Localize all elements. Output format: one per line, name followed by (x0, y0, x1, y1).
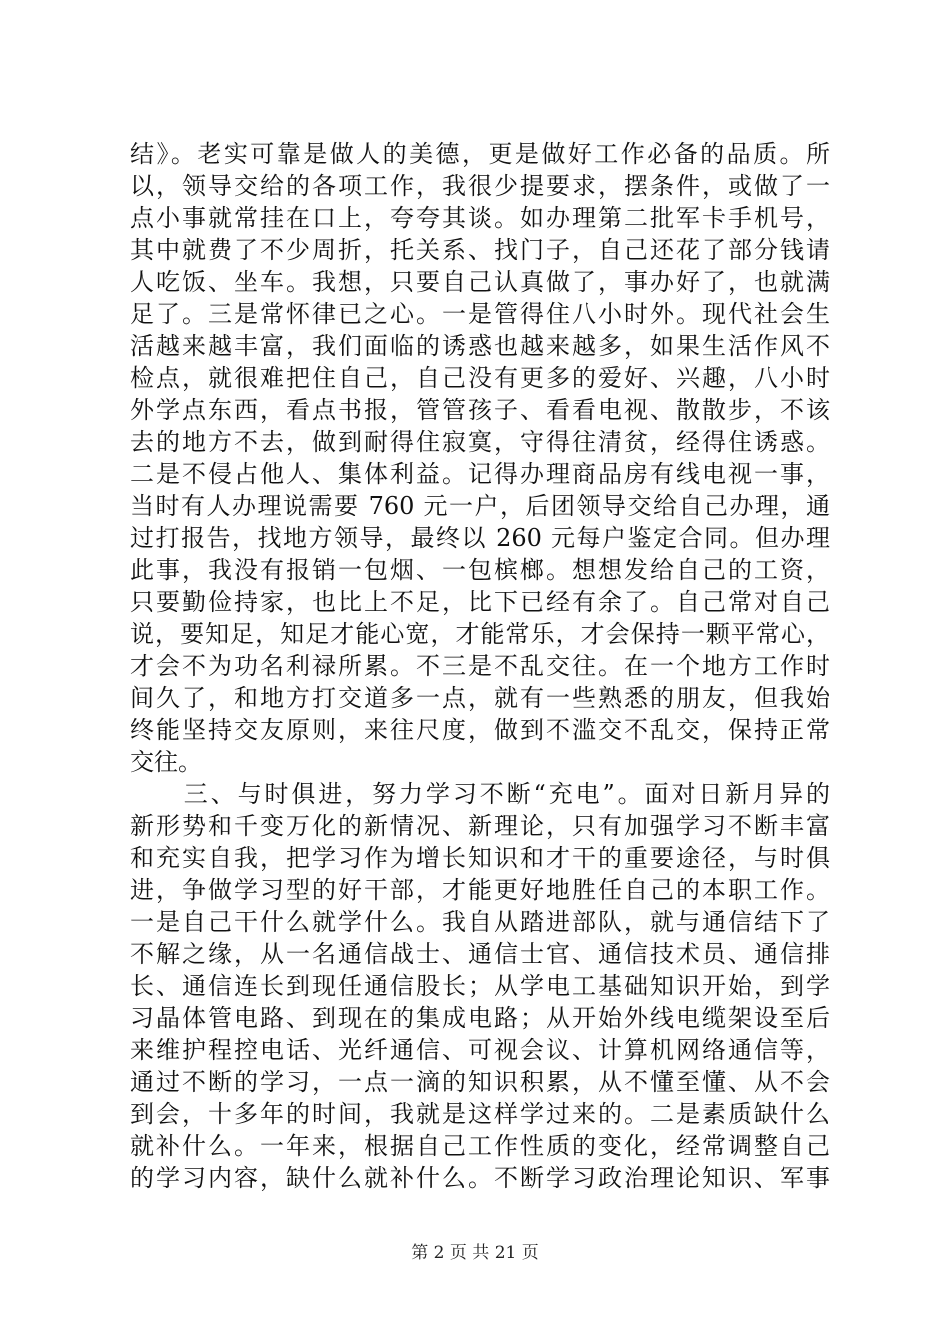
text-line: 长、通信连长到现任通信股长；从学电工基础知识开始，到学 (130, 972, 830, 1000)
text-line: 足了。三是常怀律已之心。一是管得住八小时外。现代社会生 (130, 300, 830, 328)
text-line: 说，要知足，知足才能心宽，才能常乐，才会保持一颗平常心， (130, 620, 830, 648)
text-line: 和充实自我，把学习作为增长知识和才干的重要途径，与时俱 (130, 844, 830, 872)
text-line: 来维护程控电话、光纤通信、可视会议、计算机网络通信等， (130, 1036, 830, 1064)
text-line: 通过不断的学习，一点一滴的知识积累，从不懂至懂、从不会 (130, 1068, 830, 1096)
text-line: 就补什么。一年来，根据自己工作性质的变化，经常调整自己 (130, 1132, 830, 1160)
section-heading-line: 三、与时俱进，努力学习不断“充电”。面对日新月异的 (130, 780, 830, 808)
text-line: 此事，我没有报销一包烟、一包槟榔。想想发给自己的工资， (130, 556, 830, 584)
page-footer: 第 2 页 共 21 页 (411, 1243, 539, 1263)
text-line: 一是自己干什么就学什么。我自从踏进部队，就与通信结下了 (130, 908, 830, 936)
text-line: 新形势和千变万化的新情况、新理论，只有加强学习不断丰富 (130, 812, 830, 840)
text-line: 习晶体管电路、到现在的集成电路；从开始外线电缆架设至后 (130, 1004, 830, 1032)
text-line: 的学习内容，缺什么就补什么。不断学习政治理论知识、军事 (130, 1164, 830, 1192)
paragraph-end-line: 交往。 (130, 748, 202, 776)
text-line: 外学点东西，看点书报，管管孩子、看看电视、散散步，不该 (130, 396, 830, 424)
text-line: 人吃饭、坐车。我想，只要自己认真做了，事办好了，也就满 (130, 268, 830, 296)
text-line: 不解之缘，从一名通信战士、通信士官、通信技术员、通信排 (130, 940, 830, 968)
text-line: 二是不侵占他人、集体利益。记得办理商品房有线电视一事， (130, 460, 830, 488)
text-line: 活越来越丰富，我们面临的诱惑也越来越多，如果生活作风不 (130, 332, 830, 360)
text-line: 过打报告，找地方领导，最终以 260 元每户鉴定合同。但办理 (130, 524, 830, 552)
text-line: 检点，就很难把住自己，自己没有更多的爱好、兴趣，八小时 (130, 364, 830, 392)
text-line: 才会不为功名利禄所累。不三是不乱交往。在一个地方工作时 (130, 652, 830, 680)
text-line: 进，争做学习型的好干部，才能更好地胜任自己的本职工作。 (130, 876, 830, 904)
text-line: 到会，十多年的时间，我就是这样学过来的。二是素质缺什么 (130, 1100, 830, 1128)
text-line: 终能坚持交友原则，来往尺度，做到不滥交不乱交，保持正常 (130, 716, 830, 744)
text-line: 点小事就常挂在口上，夸夸其谈。如办理第二批军卡手机号， (130, 204, 830, 232)
text-line: 以，领导交给的各项工作，我很少提要求，摆条件，或做了一 (130, 172, 830, 200)
text-line: 结》。老实可靠是做人的美德，更是做好工作必备的品质。所 (130, 140, 830, 168)
text-line: 间久了，和地方打交道多一点，就有一些熟悉的朋友，但我始 (130, 684, 830, 712)
text-line: 去的地方不去，做到耐得住寂寞，守得往清贫，经得住诱惑。 (130, 428, 830, 456)
text-line: 只要勤俭持家，也比上不足，比下已经有余了。自己常对自己 (130, 588, 830, 616)
document-body (130, 138, 830, 1194)
text-line: 其中就费了不少周折，托关系、找门子，自己还花了部分钱请 (130, 236, 830, 264)
text-line: 当时有人办理说需要 760 元一户，后团领导交给自己办理，通 (130, 492, 830, 520)
